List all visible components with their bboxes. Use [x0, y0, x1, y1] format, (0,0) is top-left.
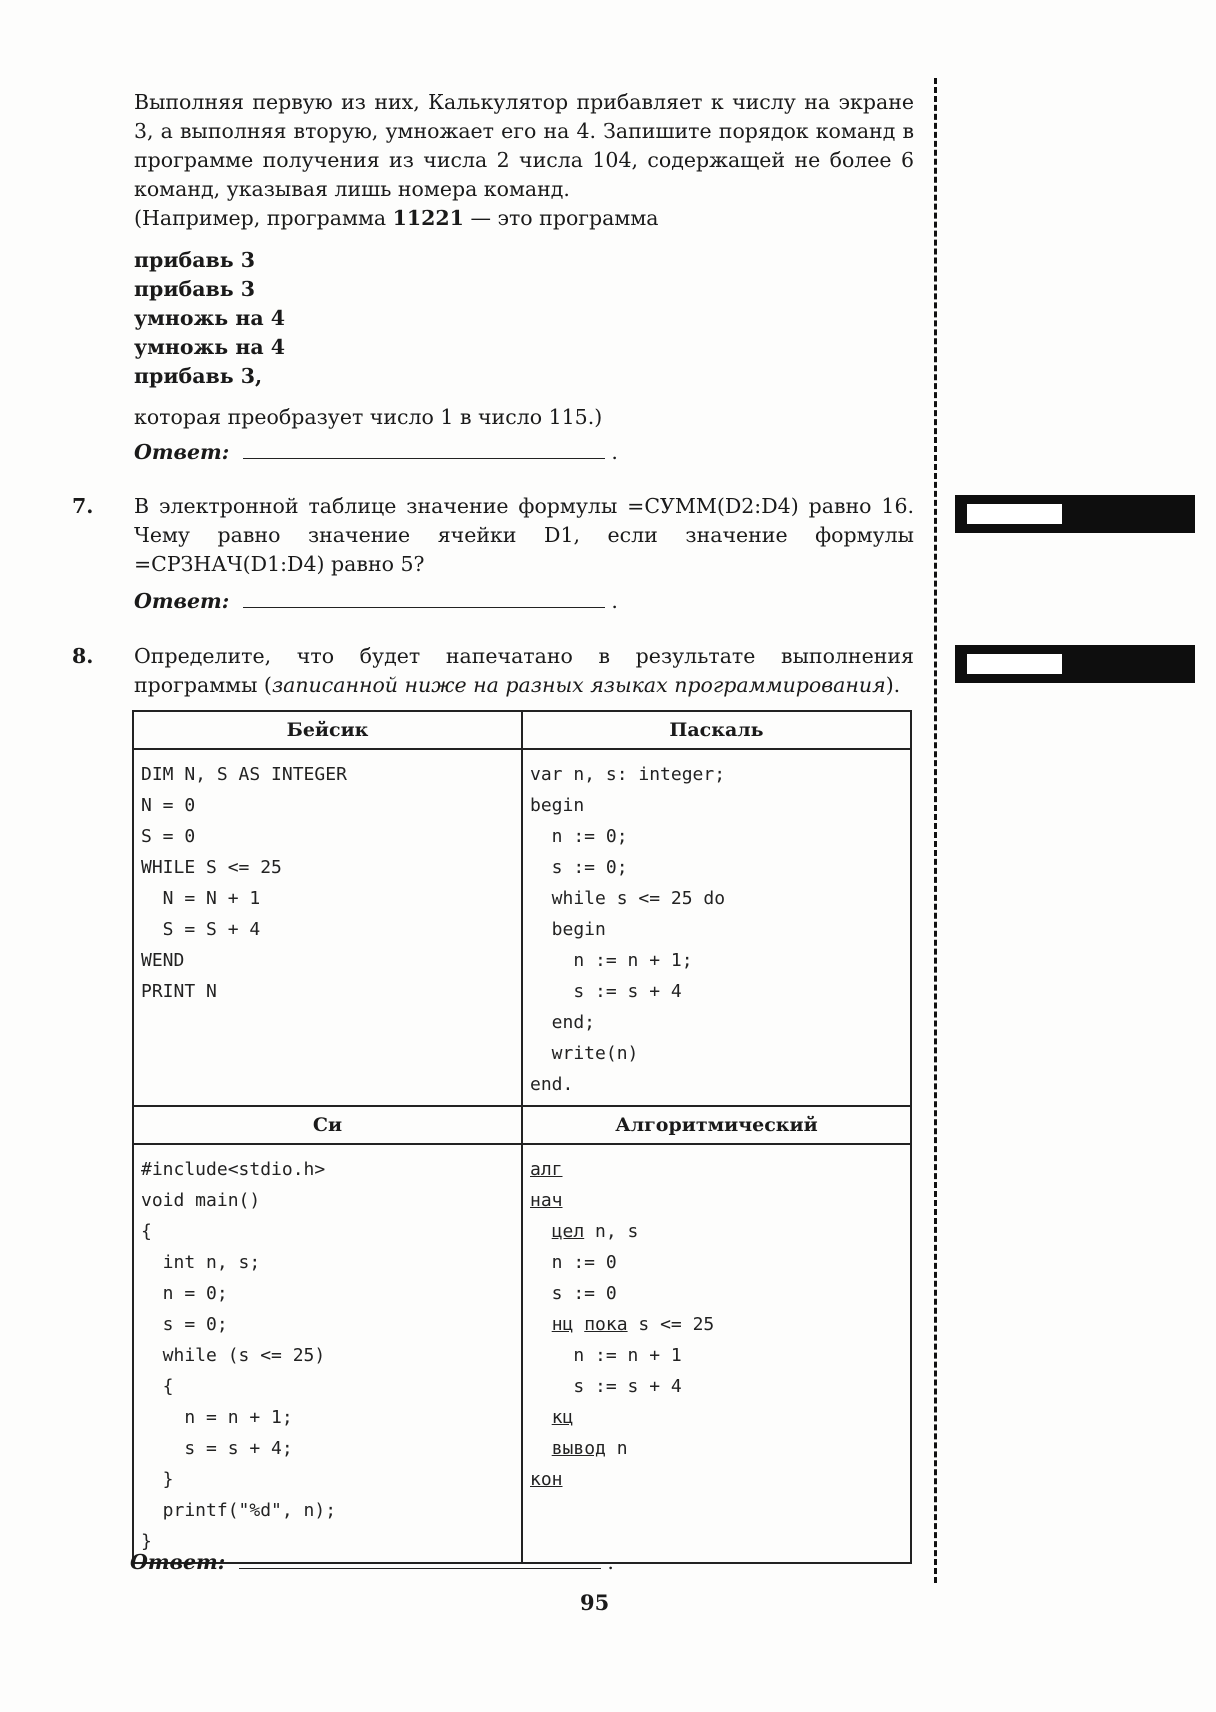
question-8-text-end: ).	[885, 673, 901, 697]
code-line: #include<stdio.h>	[141, 1159, 326, 1180]
keyword: цел	[551, 1221, 585, 1242]
code-line: s = 0;	[141, 1314, 228, 1335]
code-line: WHILE S <= 25	[141, 857, 282, 878]
code-line: s := 0	[530, 1283, 617, 1304]
answer-label: Ответ:	[134, 589, 230, 613]
code-line: {	[141, 1221, 152, 1242]
command-item: прибавь 3,	[134, 364, 263, 388]
code-line	[530, 1402, 903, 1433]
code-line	[530, 1154, 903, 1185]
keyword: кц	[551, 1407, 574, 1428]
question-number-8: 8.	[72, 644, 94, 668]
answer-row-q7	[134, 587, 618, 616]
intro-paragraph	[134, 88, 914, 233]
cut-line	[934, 78, 937, 1583]
answer-label: Ответ:	[134, 440, 230, 464]
code-line: printf("%d", n);	[141, 1500, 337, 1521]
example-suffix: — это программа	[463, 206, 659, 230]
example-prefix: (Например, программа	[134, 206, 393, 230]
code-line: begin	[530, 795, 585, 816]
keyword: пока	[584, 1314, 628, 1335]
basic-cell	[133, 749, 522, 1106]
page-number: 95	[580, 1590, 610, 1615]
code-line: begin	[530, 919, 606, 940]
pascal-code	[524, 751, 909, 1104]
code-line: n := n + 1	[530, 1345, 682, 1366]
code-table	[132, 710, 912, 1564]
answer-box-q7	[955, 495, 1195, 533]
answer-label: Ответ:	[130, 1550, 226, 1574]
algorithmic-code	[524, 1146, 909, 1499]
header-pascal: Паскаль	[522, 711, 911, 749]
answer-dot: .	[611, 589, 618, 613]
code-line: n := 0	[530, 1252, 617, 1273]
keyword: вывод	[551, 1438, 606, 1459]
code-line: N = 0	[141, 795, 196, 816]
command-item: умножь на 4	[134, 335, 286, 359]
question-number-7: 7.	[72, 494, 94, 518]
code-line: write(n)	[530, 1043, 639, 1064]
code-line: {	[141, 1376, 174, 1397]
question-8-text-italic: записанной ниже на разных языках программирования	[271, 673, 886, 697]
command-item: прибавь 3	[134, 248, 256, 272]
code-line: n := n + 1;	[530, 950, 693, 971]
after-commands-text: которая преобразует число 1 в число 115.)	[134, 405, 603, 429]
code-line: }	[141, 1469, 174, 1490]
code-line	[530, 1433, 903, 1464]
answer-field[interactable]	[239, 1548, 601, 1569]
code-line: n = 0;	[141, 1283, 228, 1304]
c-cell	[133, 1144, 522, 1563]
keyword: алг	[530, 1159, 563, 1180]
pascal-cell	[522, 749, 911, 1106]
code-line: n = n + 1;	[141, 1407, 293, 1428]
code-line: n := 0;	[530, 826, 628, 847]
code-line	[530, 1185, 903, 1216]
code-line: WEND	[141, 950, 185, 971]
code-line: end.	[530, 1074, 574, 1095]
answer-row-q6	[134, 438, 618, 467]
code-line	[530, 1216, 903, 1247]
code-text: s <= 25	[627, 1314, 715, 1335]
answer-box-q8	[955, 645, 1195, 683]
command-item: умножь на 4	[134, 306, 286, 330]
question-text-8	[134, 642, 914, 700]
basic-code	[135, 751, 520, 1011]
intro-text: Выполняя первую из них, Калькулятор прибавляет к числу на экране 3, а выполняя вторую, умножает его на 4. Запишите порядок команд в программе получения из числа 2 числа 104, содержащей не более 6 команд, указывая лишь номера команд.	[134, 90, 914, 201]
question-8-text-plain: Определите, что будет напечатано в результате выполнения программы (	[134, 644, 914, 697]
header-c: Си	[133, 1106, 522, 1144]
code-line	[530, 1309, 903, 1340]
command-item: прибавь 3	[134, 277, 256, 301]
code-line: end;	[530, 1012, 596, 1033]
algorithmic-cell	[522, 1144, 911, 1563]
answer-box-input[interactable]	[967, 654, 1062, 674]
code-line: N = N + 1	[141, 888, 261, 909]
code-line: PRINT N	[141, 981, 217, 1002]
answer-row-q8	[130, 1548, 614, 1577]
example-code: 11221	[392, 206, 464, 230]
answer-dot: .	[607, 1550, 614, 1574]
code-line: }	[141, 1531, 152, 1552]
code-line	[530, 1464, 903, 1495]
header-basic: Бейсик	[133, 711, 522, 749]
c-code	[135, 1146, 520, 1561]
keyword: нач	[530, 1190, 563, 1211]
answer-field[interactable]	[243, 438, 605, 459]
code-line: S = 0	[141, 826, 196, 847]
code-line: while s <= 25 do	[530, 888, 726, 909]
code-line: S = S + 4	[141, 919, 261, 940]
header-algorithmic: Алгоритмический	[522, 1106, 911, 1144]
code-text: n	[605, 1438, 628, 1459]
command-list	[134, 246, 285, 391]
keyword: нц	[551, 1314, 574, 1335]
code-line: void main()	[141, 1190, 261, 1211]
code-line: while (s <= 25)	[141, 1345, 326, 1366]
code-line: int n, s;	[141, 1252, 261, 1273]
code-line: s := s + 4	[530, 981, 682, 1002]
code-line: s := 0;	[530, 857, 628, 878]
question-text-7: В электронной таблице значение формулы =СУММ(D2:D4) равно 16. Чему равно значение ячейки D1, если значение формулы =СРЗНАЧ(D1:D4) равно 5?	[134, 494, 914, 576]
code-line: DIM N, S AS INTEGER	[141, 764, 347, 785]
answer-field[interactable]	[243, 587, 605, 608]
code-line: var n, s: integer;	[530, 764, 726, 785]
answer-box-input[interactable]	[967, 504, 1062, 524]
code-line: s := s + 4	[530, 1376, 682, 1397]
keyword: кон	[530, 1469, 563, 1490]
code-line: s = s + 4;	[141, 1438, 293, 1459]
code-text: n, s	[584, 1221, 639, 1242]
answer-dot: .	[611, 440, 618, 464]
